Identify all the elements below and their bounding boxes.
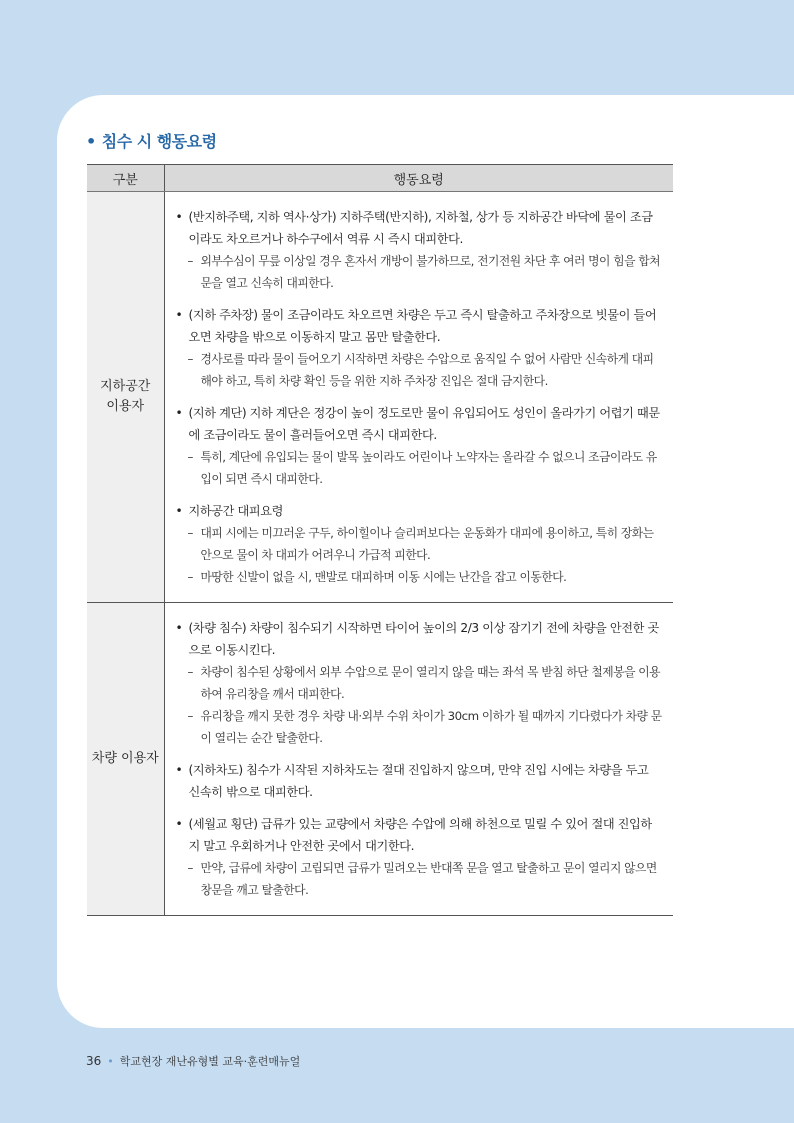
bullet-icon: • [175,763,183,777]
action-guide-table [87,164,673,916]
item-main-text: • (세월교 횡단) 급류가 있는 교량에서 차량은 수압에 의해 하천으로 밀릴 수 있어 절대 진입하지 말고 우회하거나 안전한 곳에서 대기한다. [175,813,664,857]
list-item [175,206,664,294]
dash-icon: – [187,709,193,723]
header-category: 구분 [87,165,164,192]
section-title-text: 침수 시 행동요령 [101,132,217,151]
footer-text: 학교현장 재난유형별 교육·훈련매뉴얼 [119,1055,301,1068]
header-actions: 행동요령 [164,165,673,192]
dash-icon: – [187,352,193,366]
list-item [175,500,664,588]
footer-separator: • [107,1055,114,1068]
item-main-text: • (반지하주택, 지하 역사·상가) 지하주택(반지하), 지하철, 상가 등 지하공간 바닥에 물이 조금이라도 차오르거나 하수구에서 역류 시 즉시 대피한다. [175,206,664,250]
item-main-text: • (지하 주차장) 물이 조금이라도 차오르면 차량은 두고 즉시 탈출하고 주차장으로 빗물이 들어오면 차량을 밖으로 이동하지 말고 몸만 탈출한다. [175,304,664,348]
dash-icon: – [187,570,193,584]
item-main-text: • (차량 침수) 차량이 침수되기 시작하면 타이어 높이의 2/3 이상 잠기기 전에 차량을 안전한 곳으로 이동시킨다. [175,617,664,661]
item-sub-text: – 대피 시에는 미끄러운 구두, 하이힐이나 슬리퍼보다는 운동화가 대피에 용이하고, 특히 장화는 안으로 물이 차 대피가 어려우니 가급적 피한다. [175,522,664,566]
bullet-icon: • [175,210,183,224]
item-sub-text: – 차량이 침수된 상황에서 외부 수압으로 문이 열리지 않을 때는 좌석 목 받침 하단 철제봉을 이용하여 유리창을 깨서 대피한다. [175,661,664,705]
dash-icon: – [187,526,193,540]
page-number: 36 [86,1054,102,1068]
section-title [86,129,217,152]
dash-icon: – [187,450,193,464]
row-category: 지하공간 이용자 [87,192,164,603]
dash-icon: – [187,254,193,268]
dash-icon: – [187,665,193,679]
bullet-icon: • [175,308,183,322]
table-body [87,192,673,916]
bullet-icon: • [175,504,183,518]
item-sub-text: – 마땅한 신발이 없을 시, 맨발로 대피하며 이동 시에는 난간을 잡고 이동한다. [175,566,664,588]
row-category: 차량 이용자 [87,603,164,916]
item-main-text: • 지하공간 대피요령 [175,500,664,522]
table-row [87,192,673,603]
list-item [175,402,664,490]
item-sub-text: – 경사로를 따라 물이 들어오기 시작하면 차량은 수압으로 움직일 수 없어 사람만 신속하게 대피해야 하고, 특히 차량 확인 등을 위한 지하 주차장 진입은 절대 금지한다. [175,348,664,392]
section-bullet: • [86,132,96,151]
table-header-row [87,165,673,192]
row-content [164,192,673,603]
bullet-icon: • [175,621,183,635]
list-item [175,617,664,749]
page-footer [86,1053,300,1069]
table-row [87,603,673,916]
item-sub-text: – 유리창을 깨지 못한 경우 차량 내·외부 수위 차이가 30cm 이하가 될 때까지 기다렸다가 차량 문이 열리는 순간 탈출한다. [175,705,664,749]
item-sub-text: – 만약, 급류에 차량이 고립되면 급류가 밀려오는 반대쪽 문을 열고 탈출하고 문이 열리지 않으면 창문을 깨고 탈출한다. [175,857,664,901]
item-main-text: • (지하차도) 침수가 시작된 지하차도는 절대 진입하지 않으며, 만약 진입 시에는 차량을 두고 신속히 밖으로 대피한다. [175,759,664,803]
item-main-text: • (지하 계단) 지하 계단은 정강이 높이 정도로만 물이 유입되어도 성인이 올라가기 어렵기 때문에 조금이라도 물이 흘러들어오면 즉시 대피한다. [175,402,664,446]
list-item [175,759,664,803]
bullet-icon: • [175,817,183,831]
item-sub-text: – 특히, 계단에 유입되는 물이 발목 높이라도 어린이나 노약자는 올라갈 수 없으니 조금이라도 유입이 되면 즉시 대피한다. [175,446,664,490]
list-item [175,304,664,392]
row-content [164,603,673,916]
list-item [175,813,664,901]
item-sub-text: – 외부수심이 무릎 이상일 경우 혼자서 개방이 불가하므로, 전기전원 차단 후 여러 명이 힘을 합쳐 문을 열고 신속히 대피한다. [175,250,664,294]
bullet-icon: • [175,406,183,420]
dash-icon: – [187,861,193,875]
